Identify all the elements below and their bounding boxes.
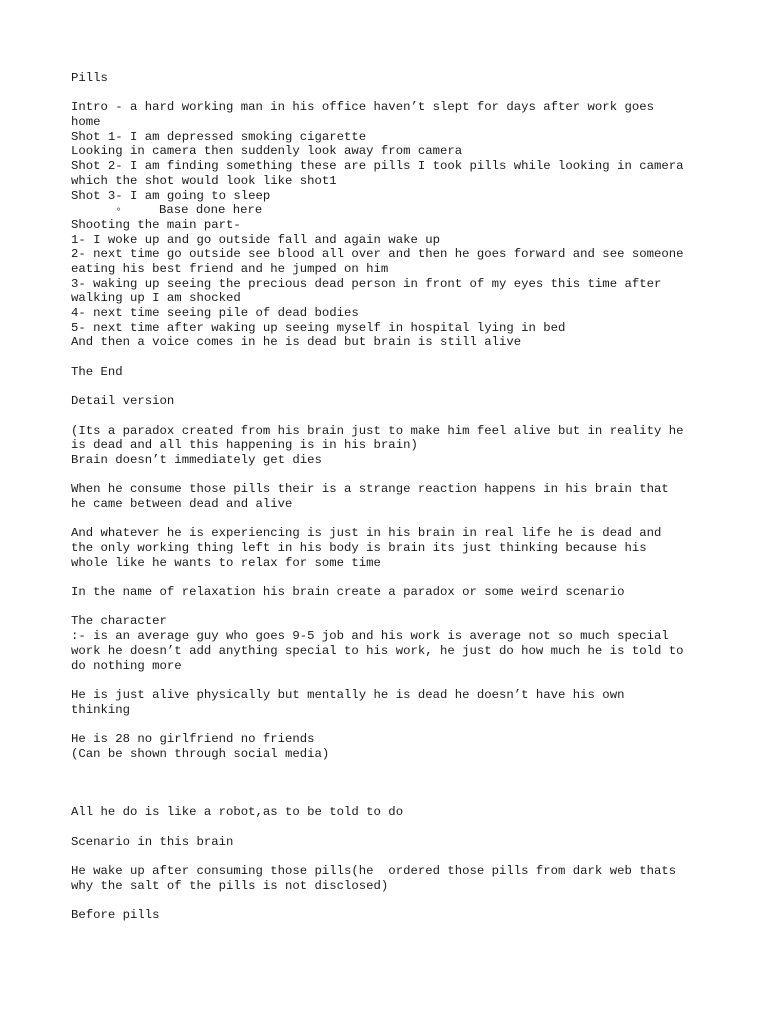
step-line: 3- waking up seeing the precious dead person in front of my eyes this time after: [71, 276, 662, 291]
blank-line: [71, 673, 711, 688]
blank-line: [71, 86, 711, 101]
section-line: Shooting the main part-: [71, 217, 241, 232]
blank-line: [71, 379, 711, 394]
blank-line: [71, 409, 711, 424]
shot-line: which the shot would look like shot1: [71, 173, 337, 188]
paragraph-line: All he do is like a robot,as to be told to do: [71, 805, 404, 820]
blank-line: [71, 791, 711, 806]
step-line: eating his best friend and he jumped on him: [71, 261, 389, 276]
paragraph-line: the only working thing left in his body is brain its just thinking because his: [71, 541, 647, 555]
step-line: 2- next time go outside see blood all over and then he goes forward and see someone: [71, 247, 684, 262]
intro-line: Intro - a hard working man in his office haven’t slept for days after work goes: [71, 100, 654, 115]
blank-line: [71, 717, 711, 732]
paragraph-line: do nothing more: [71, 658, 182, 673]
step-line: walking up I am shocked: [71, 291, 241, 306]
bullet-text: Base done here: [159, 203, 263, 218]
paragraph-line: is dead and all this happening is in his brain): [71, 438, 418, 453]
section-heading: Before pills: [71, 908, 160, 923]
step-line: 4- next time seeing pile of dead bodies: [71, 306, 359, 320]
shot-line: Shot 2- I am finding something these are pills I took pills while looking in camera: [71, 159, 684, 174]
paragraph-line: whole like he wants to relax for some time: [71, 555, 381, 570]
blank-line: [71, 761, 711, 776]
step-line: 1- I woke up and go outside fall and again wake up: [71, 232, 440, 247]
blank-line: [71, 600, 711, 615]
shot-line: Shot 3- I am going to sleep: [71, 188, 271, 203]
section-heading: Detail version: [71, 394, 175, 409]
document-title: Pills: [71, 71, 108, 85]
shot-line: Looking in camera then suddenly look away from camera: [71, 144, 463, 159]
section-heading: Scenario in this brain: [71, 834, 234, 849]
paragraph-line: he came between dead and alive: [71, 496, 293, 511]
blank-line: [71, 820, 711, 835]
bullet-item: [71, 203, 711, 218]
paragraph-line: (Can be shown through social media): [71, 746, 330, 761]
blank-line: [71, 512, 711, 527]
shot-line: Shot 1- I am depressed smoking cigarette: [71, 129, 367, 144]
blank-line: [71, 350, 711, 365]
step-line: 5- next time after waking up seeing myself in hospital lying in bed: [71, 320, 566, 335]
paragraph-line: thinking: [71, 702, 131, 717]
blank-line: [71, 468, 711, 483]
blank-line: [71, 849, 711, 864]
paragraph-line: He wake up after consuming those pills(he ordered those pills from dark web thats: [71, 864, 677, 879]
blank-line: [71, 570, 711, 585]
document-body: [71, 71, 711, 923]
intro-line: home: [71, 115, 101, 130]
paragraph-line: (Its a paradox created from his brain just to make him feel alive but in reality he: [71, 423, 684, 438]
bullet-icon: ◦: [115, 203, 123, 218]
paragraph-line: work he doesn’t add anything special to his work, he just do how much he is told to: [71, 643, 684, 658]
paragraph-line: He is 28 no girlfriend no friends: [71, 731, 315, 746]
blank-line: [71, 894, 711, 909]
paragraph-line: :- is an average guy who goes 9-5 job and his work is average not so much special: [71, 629, 669, 644]
paragraph-line: And then a voice comes in he is dead but brain is still alive: [71, 335, 522, 350]
paragraph-line: When he consume those pills their is a strange reaction happens in his brain that: [71, 482, 669, 497]
blank-line: [71, 776, 711, 791]
section-heading: The End: [71, 364, 123, 379]
paragraph-line: In the name of relaxation his brain create a paradox or some weird scenario: [71, 585, 625, 600]
paragraph-line: Brain doesn’t immediately get dies: [71, 452, 322, 467]
paragraph-line: why the salt of the pills is not disclosed): [71, 878, 389, 893]
paragraph-line: And whatever he is experiencing is just in his brain in real life he is dead and: [71, 526, 662, 541]
section-heading: The character: [71, 614, 167, 629]
paragraph-line: He is just alive physically but mentally he is dead he doesn’t have his own: [71, 687, 625, 702]
